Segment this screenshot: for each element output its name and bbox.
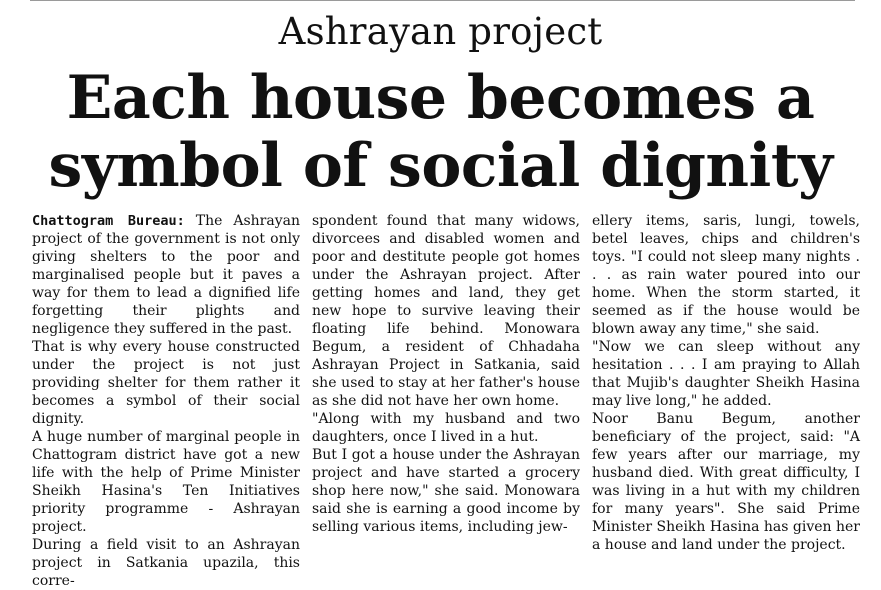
column-1: [32, 212, 300, 589]
paragraph: ellery items, saris, lungi, towels, betel leaves, chips and children's toys. "I could not sleep many nights . . . as rain water poured into our home. When the storm started, it seemed as if the house would be blown away any time," she said.: [592, 213, 860, 337]
top-rule: [30, 0, 855, 1]
paragraph: "Along with my husband and two daughters, once I lived in a hut.: [312, 411, 580, 445]
paragraph: Noor Banu Begum, another beneficiary of the project, said: "A few years after our marriage, my husband died. With great difficulty, I was living in a hut with my children for many years". She said Prime Minister Sheikh Hasina has given her a house and land under the project.: [592, 411, 860, 553]
paragraph: During a field visit to an Ashrayan project in Satkania upazila, this corre-: [32, 537, 300, 589]
headline-line-2: symbol of social dignity: [48, 131, 833, 201]
paragraph: But I got a house under the Ashrayan project and have started a grocery shop here now," she said. Monowara said she is earning a good income by selling various items, including jew-: [312, 447, 580, 535]
column-2: [312, 212, 580, 552]
paragraph: "Now we can sleep without any hesitation . . . I am praying to Allah that Mujib's daughter Sheikh Hasina may live long," he added.: [592, 339, 860, 409]
kicker: Ashrayan project: [278, 10, 603, 53]
article-body: [32, 212, 860, 589]
paragraph: A huge number of marginal people in Chattogram district have got a new life with the help of Prime Minister Sheikh Hasina's Ten Initiatives priority programme - Ashrayan project.: [32, 429, 300, 535]
paragraph-text: The Ashrayan project of the government is not only giving shelters to the poor and marginalised people but it paves a way for them to lead a dignified life forgetting their plights and negligence they suffered in the past.: [32, 213, 300, 337]
paragraph: [32, 212, 300, 338]
headline: [0, 64, 881, 200]
column-3: [592, 212, 860, 552]
headline-line-1: Each house becomes a: [66, 63, 815, 133]
byline: Chattogram Bureau:: [32, 213, 185, 229]
paragraph: That is why every house constructed under the project is not just providing shelter for them rather it becomes a symbol of their social dignity.: [32, 339, 300, 427]
paragraph: spondent found that many widows, divorcees and disabled women and poor and destitute people got homes under the Ashrayan project. After getting homes and land, they get new hope to survive leaving their floating life behind. Monowara Begum, a resident of Chhadaha Ashrayan Project in Satkania, said she used to stay at her father's house as she did not have her own home.: [312, 213, 580, 409]
